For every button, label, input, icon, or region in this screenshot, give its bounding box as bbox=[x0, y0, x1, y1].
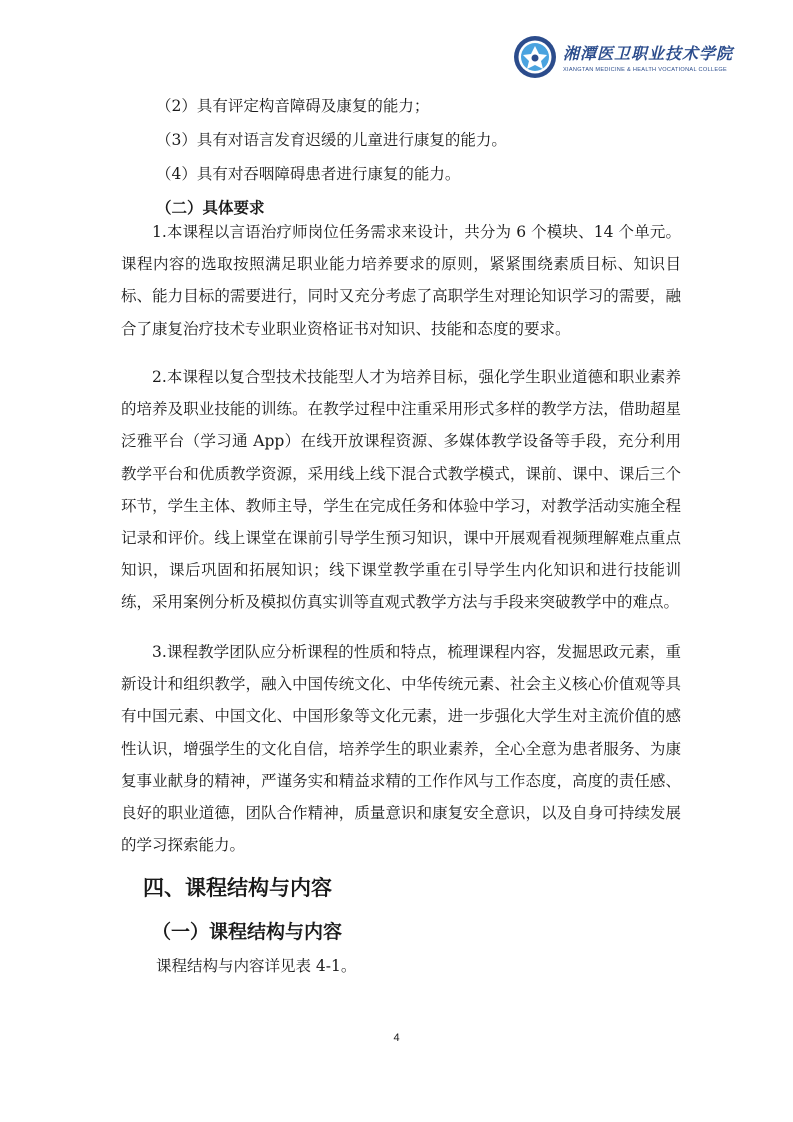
ability-item-4: （4）具有对吞咽障碍患者进行康复的能力。 bbox=[156, 165, 461, 183]
ability-item-2: （2）具有评定构音障碍及康复的能力； bbox=[156, 97, 430, 115]
section-specific-title: （二）具体要求 bbox=[156, 198, 265, 217]
school-header-logo bbox=[513, 34, 753, 80]
table-reference-note: 课程结构与内容详见表 4-1。 bbox=[156, 957, 357, 975]
school-name-en: XIANGTAN MEDICINE & HEALTH VOCATIONAL COLLEGE bbox=[563, 67, 728, 73]
page-number: 4 bbox=[393, 1032, 400, 1044]
subsection-title: （一）课程结构与内容 bbox=[152, 921, 343, 943]
school-name-block bbox=[563, 41, 733, 73]
requirement-paragraph-2: 2.本课程以复合型技术技能型人才为培养目标，强化学生职业道德和职业素养的培养及职业技能的训练。在教学过程中注重采用形式多样的教学方法，借助超星泛雅平台（学习通 App）在线开放课程资源、多媒体教学设备等手段，充分利用教学平台和优质教学资源，采用线上线下混合式教学模式，课前、课中、课后三个环节，学生主体、教师主导，学生在完成任务和体验中学习，对教学活动实施全程记录和评价。线上课堂在课前引导学生预习知识，课中开展观看视频理解难点重点知识，课后巩固和拓展知识；线下课堂教学重在引导学生内化知识和进行技能训练，采用案例分析及模拟仿真实训等直观式教学方法与手段来突破教学中的难点。 bbox=[121, 368, 681, 612]
school-name-cn: 湘潭医卫职业技术学院 bbox=[563, 44, 734, 63]
section-four-title: 四、课程结构与内容 bbox=[143, 876, 332, 900]
requirement-paragraph-3: 3.课程教学团队应分析课程的性质和特点，梳理课程内容，发掘思政元素，重新设计和组织教学，融入中国传统文化、中华传统元素、社会主义核心价值观等具有中国元素、中国文化、中国形象等文化元素，进一步强化大学生对主流价值的感性认识，增强学生的文化自信，培养学生的职业素养，全心全意为患者服务、为康复事业献身的精神，严谨务实和精益求精的工作作风与工作态度，高度的责任感、良好的职业道德，团队合作精神，质量意识和康复安全意识，以及自身可持续发展的学习探索能力。 bbox=[121, 643, 681, 855]
school-emblem-icon bbox=[513, 35, 557, 79]
ability-item-3: （3）具有对语言发育迟缓的儿童进行康复的能力。 bbox=[156, 131, 507, 149]
requirement-paragraph-1: 1.本课程以言语治疗师岗位任务需求来设计，共分为 6 个模块、14 个单元。课程内容的选取按照满足职业能力培养要求的原则，紧紧围绕素质目标、知识目标、能力目标的需要进行，同时又充分考虑了高职学生对理论知识学习的需要，融合了康复治疗技术专业职业资格证书对知识、技能和态度的要求。 bbox=[121, 223, 681, 338]
